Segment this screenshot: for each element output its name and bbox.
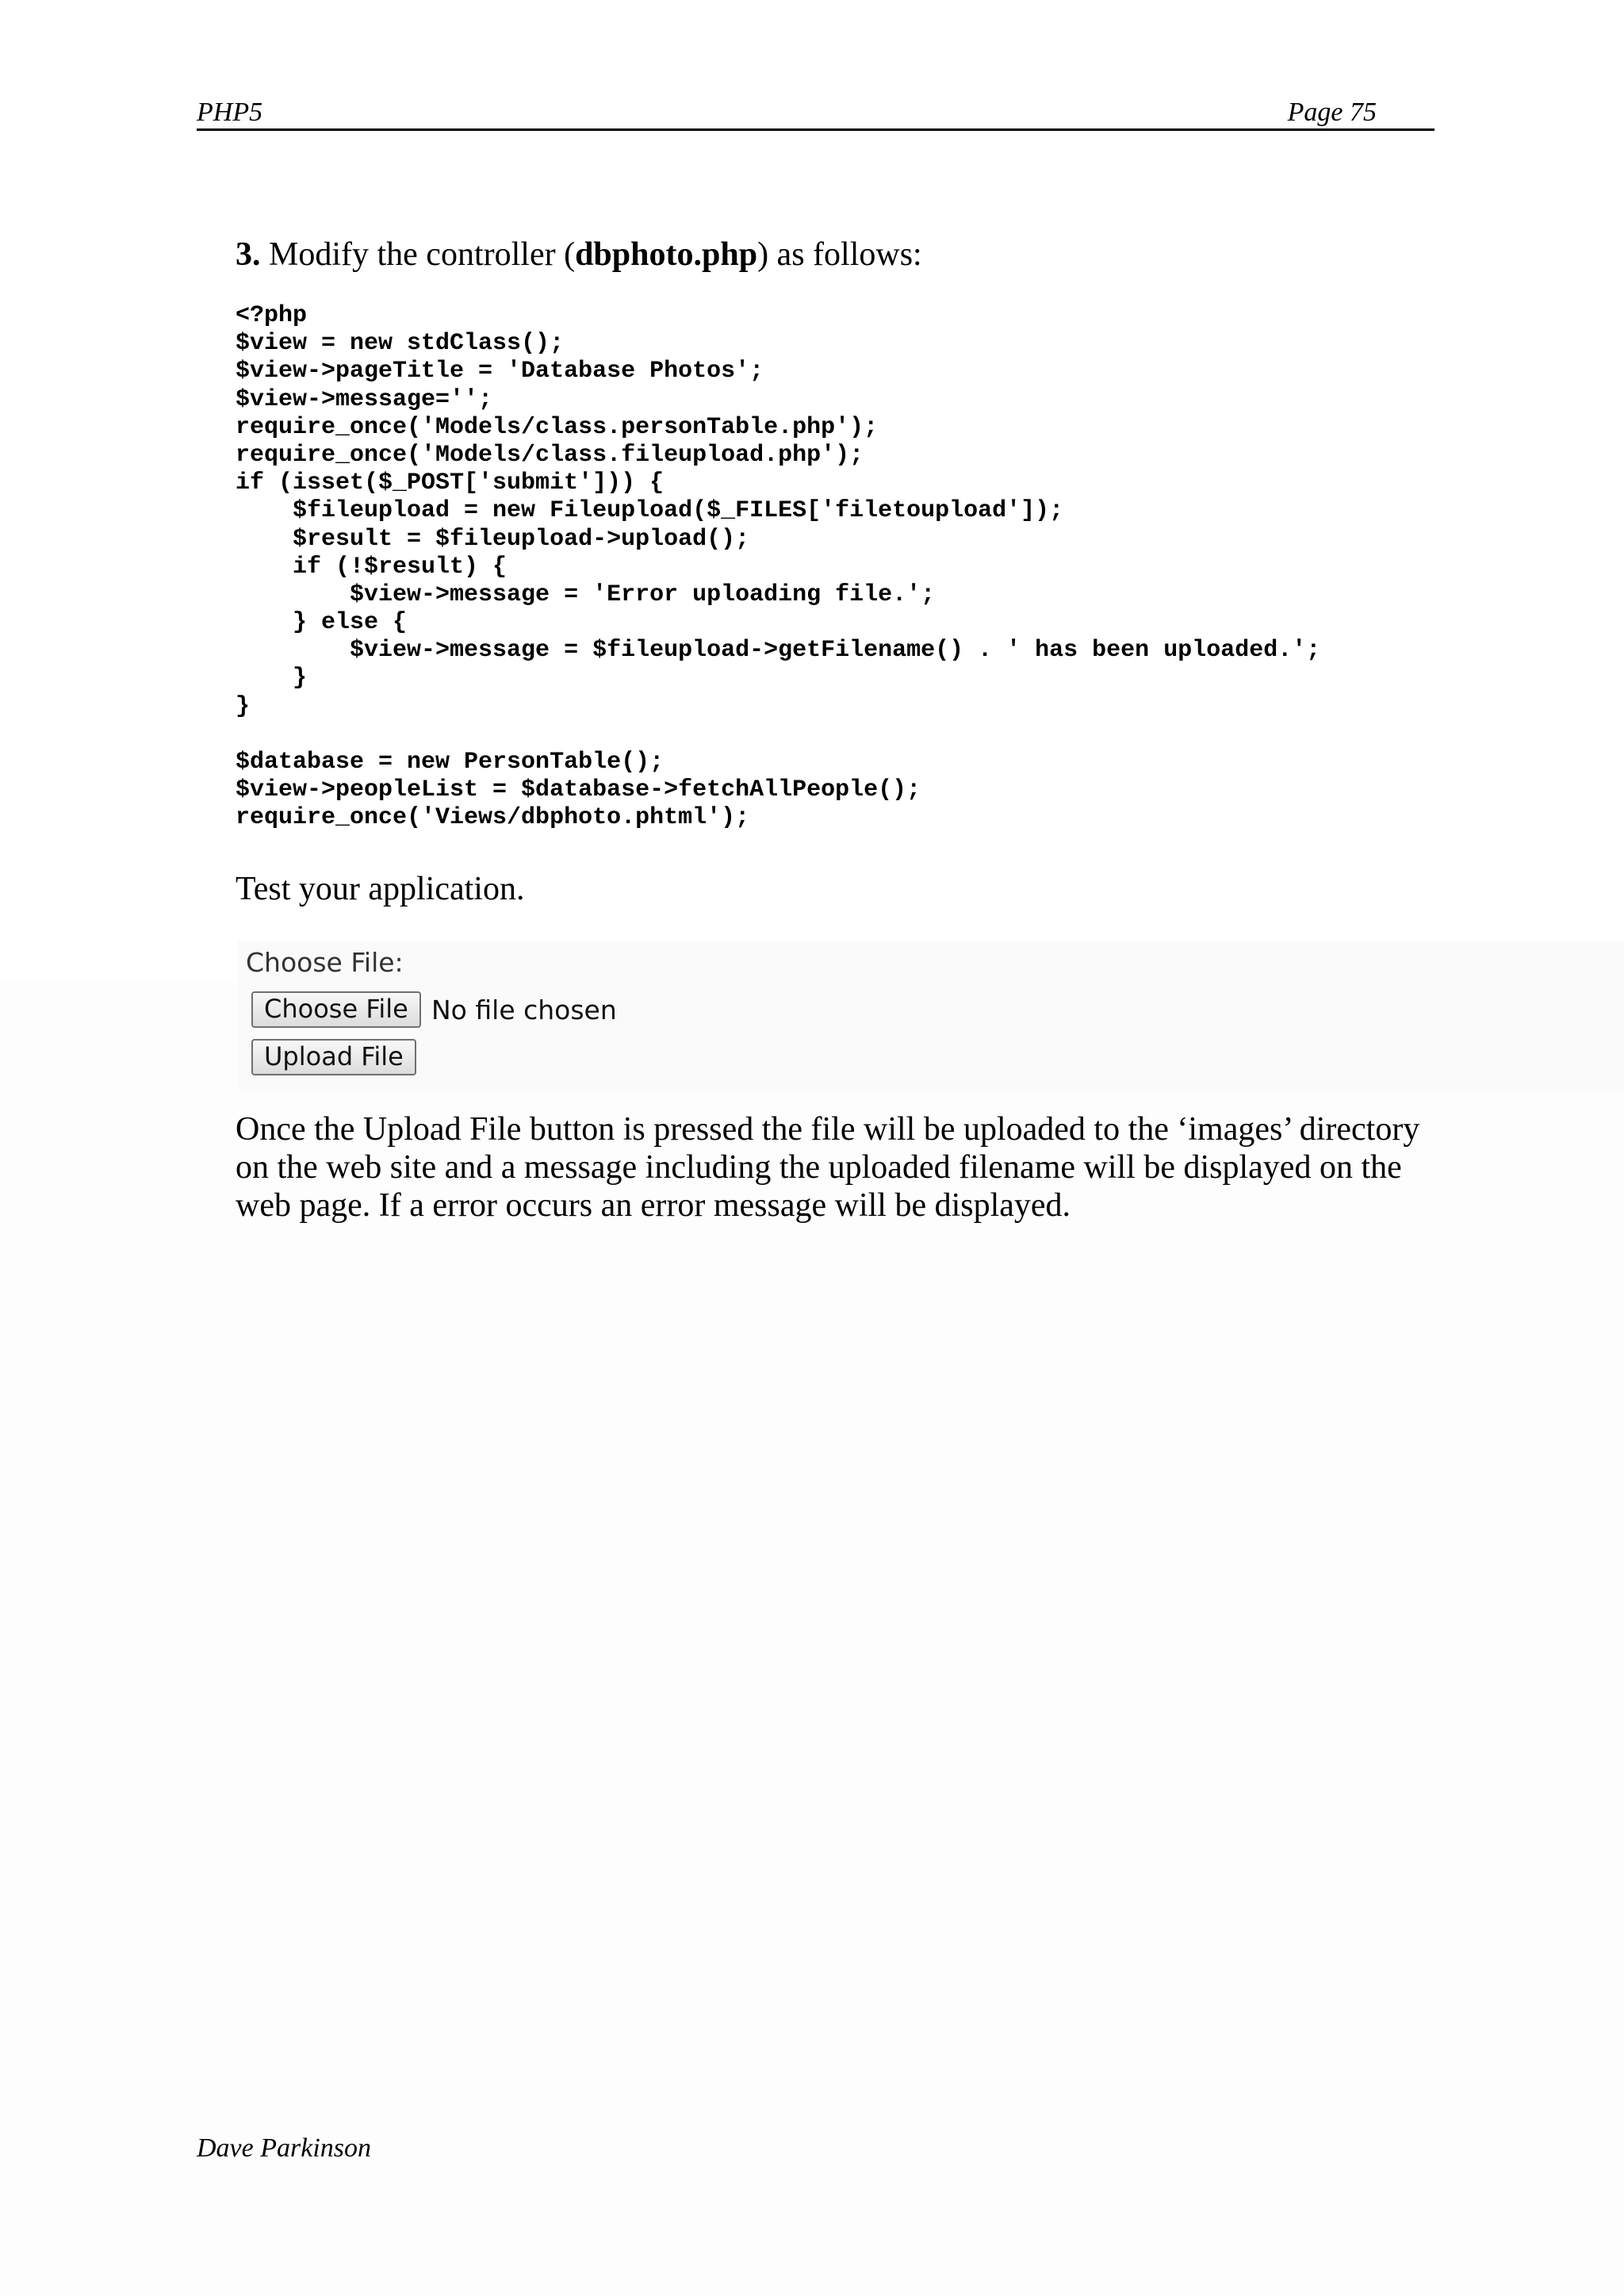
header-title: PHP5	[197, 98, 263, 127]
choose-file-label: Choose File:	[246, 947, 404, 978]
description-paragraph: Once the Upload File button is pressed the file will be uploaded to the ‘images’ directory on the web site and a message including the uploaded filename will be displayed on the web page. If a error occurs an error message will be displayed.	[236, 1111, 1420, 1224]
code-line: } else {	[236, 609, 408, 637]
code-line: if (!$result) {	[236, 553, 508, 581]
code-line: }	[236, 665, 308, 692]
code-line: if (isset($_POST['submit'])) {	[236, 470, 665, 497]
test-instruction: Test your application.	[236, 871, 525, 907]
step-number: 3.	[236, 236, 261, 273]
step-text-after: ) as follows:	[757, 236, 922, 273]
code-line: $view->message='';	[236, 385, 493, 413]
code-line: require_once('Models/class.personTable.php');	[236, 413, 879, 441]
code-line: $database = new PersonTable();	[236, 749, 665, 776]
code-line: require_once('Models/class.fileupload.php');	[236, 441, 864, 469]
code-line	[236, 721, 1320, 749]
code-line: <?php	[236, 302, 308, 329]
no-file-chosen-text: No file chosen	[431, 995, 617, 1025]
code-line: $view = new stdClass();	[236, 330, 565, 358]
step-filename: dbphoto.php	[575, 236, 758, 273]
upload-form-screenshot	[238, 941, 1624, 1091]
code-line: $view->pageTitle = 'Database Photos';	[236, 358, 764, 385]
code-line: $view->message = 'Error uploading file.';	[236, 581, 936, 608]
footer-author: Dave Parkinson	[197, 2133, 372, 2163]
code-line: require_once('Views/dbphoto.phtml');	[236, 804, 750, 832]
upload-file-button[interactable]: Upload File	[251, 1039, 416, 1075]
code-line: }	[236, 692, 251, 720]
code-line: $view->peopleList = $database->fetchAllPeople();	[236, 776, 921, 804]
header-rule	[197, 128, 1434, 131]
code-block	[236, 302, 1320, 833]
page-number: Page 75	[1287, 98, 1377, 127]
step-instruction	[236, 235, 922, 274]
code-line: $result = $fileupload->upload();	[236, 525, 750, 553]
code-line: $fileupload = new Fileupload($_FILES['filetoupload']);	[236, 497, 1064, 525]
step-text-before: Modify the controller (	[260, 236, 576, 273]
code-line: $view->message = $fileupload->getFilename() . ' has been uploaded.';	[236, 637, 1321, 665]
choose-file-button[interactable]: Choose File	[251, 991, 421, 1028]
